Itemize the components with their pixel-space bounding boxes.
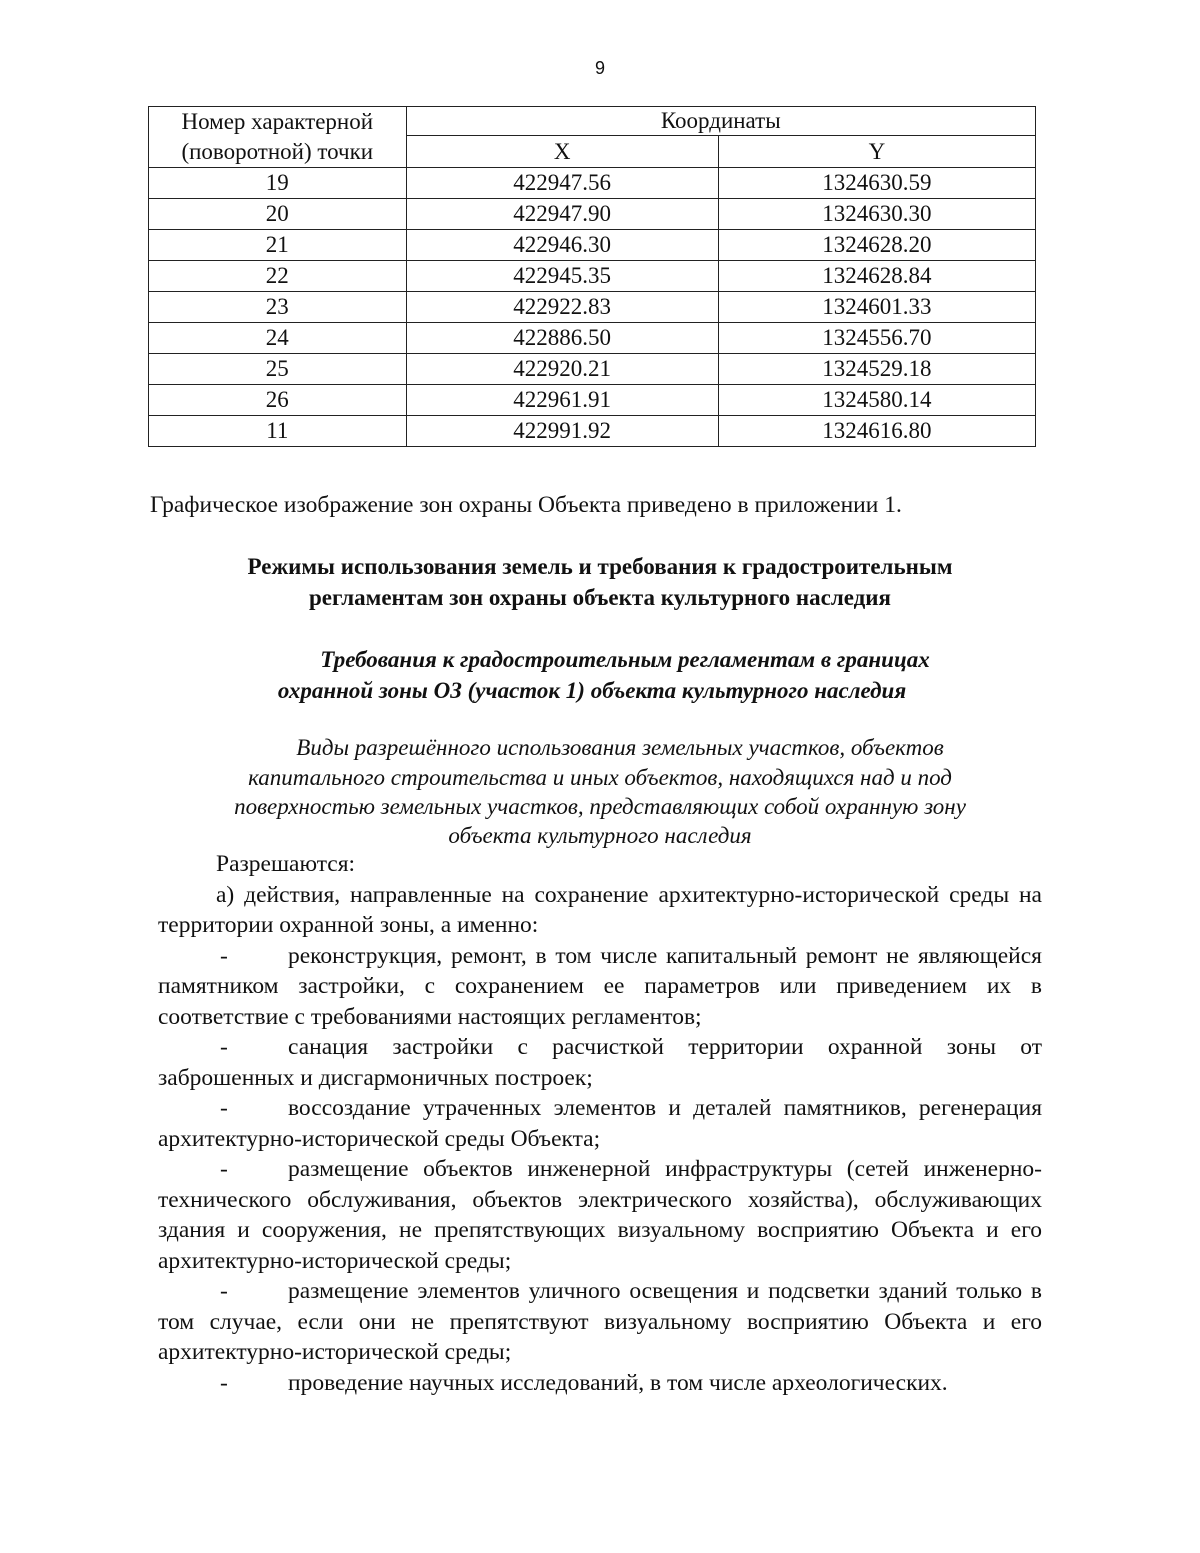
cell-x: 422991.92	[406, 416, 718, 447]
table-row	[149, 292, 1036, 323]
cell-point: 25	[149, 354, 407, 385]
header-y: Y	[718, 136, 1035, 168]
list-item	[158, 1154, 1042, 1276]
table-row	[149, 416, 1036, 447]
cell-y: 1324628.20	[718, 230, 1035, 261]
dash-marker: -	[220, 1278, 228, 1304]
dash-marker: -	[220, 1156, 228, 1182]
list-item	[158, 941, 1042, 1033]
allowed-label: Разрешаются:	[216, 851, 356, 877]
header-coordinates: Координаты	[406, 107, 1035, 136]
list-item	[158, 1032, 1042, 1093]
graphic-note: Графическое изображение зон охраны Объекта приведено в приложении 1.	[150, 492, 902, 518]
list-item-text: санация застройки с расчисткой территории охранной зоны от заброшенных и дисгармоничных построек;	[158, 1034, 1042, 1091]
header-x: X	[406, 136, 718, 168]
dash-marker: -	[220, 1034, 228, 1060]
cell-point: 26	[149, 385, 407, 416]
list-item-text: размещение элементов уличного освещения и подсветки зданий только в том случае, если они не препятствуют визуальному восприятию Объекта и его архитектурно-исторической среды;	[158, 1278, 1042, 1365]
table-row	[149, 230, 1036, 261]
table-row	[149, 354, 1036, 385]
list-item	[158, 1368, 1042, 1399]
cell-y: 1324630.59	[718, 168, 1035, 199]
heading-types-line1: Виды разрешённого использования земельных участков, объектов	[296, 735, 944, 760]
cell-y: 1324529.18	[718, 354, 1035, 385]
cell-y: 1324601.33	[718, 292, 1035, 323]
heading-types-line3: поверхностью земельных участков, представляющих собой охранную зону	[234, 794, 966, 819]
cell-x: 422922.83	[406, 292, 718, 323]
cell-x: 422961.91	[406, 385, 718, 416]
table-row	[149, 168, 1036, 199]
header-point-line1: Номер характерной	[181, 109, 374, 134]
cell-y: 1324580.14	[718, 385, 1035, 416]
cell-point: 11	[149, 416, 407, 447]
table-row	[149, 261, 1036, 292]
list-item-text: реконструкция, ремонт, в том числе капитальный ремонт не являющейся памятником застройки, с сохранением ее параметров или приведением их в соответствие с требованиями настоящих регламентов;	[158, 942, 1042, 1030]
dash-marker: -	[220, 1369, 228, 1396]
item-a: а) действия, направленные на сохранение архитектурно-исторической среды на территории охранной зоны, а именно:	[158, 881, 1042, 938]
cell-point: 20	[149, 199, 407, 230]
cell-x: 422920.21	[406, 354, 718, 385]
cell-y: 1324556.70	[718, 323, 1035, 354]
cell-x: 422947.56	[406, 168, 718, 199]
list-item-text: воссоздание утраченных элементов и деталей памятников, регенерация архитектурно-исторической среды Объекта;	[158, 1095, 1042, 1152]
cell-y: 1324616.80	[718, 416, 1035, 447]
cell-x: 422947.90	[406, 199, 718, 230]
cell-point: 22	[149, 261, 407, 292]
list-item	[158, 1276, 1042, 1368]
table-row	[149, 323, 1036, 354]
table-row	[149, 385, 1036, 416]
dash-marker: -	[220, 1095, 228, 1121]
allowed-section	[158, 849, 1042, 1398]
cell-x: 422946.30	[406, 230, 718, 261]
heading-main-line1: Режимы использования земель и требования к градостроительным	[247, 554, 953, 579]
page-number: 9	[594, 58, 605, 78]
table-row	[149, 199, 1036, 230]
cell-x: 422886.50	[406, 323, 718, 354]
cell-point: 21	[149, 230, 407, 261]
cell-point: 19	[149, 168, 407, 199]
cell-y: 1324628.84	[718, 261, 1035, 292]
cell-point: 24	[149, 323, 407, 354]
dash-marker: -	[220, 942, 228, 969]
list-item-text: размещение объектов инженерной инфраструктуры (сетей инженерно- технического обслуживания, объектов электрического хозяйства), обслуживающих здания и сооружения, не препятствующих визуальному восприятию Объекта и его архитектурно-исторической среды;	[158, 1156, 1042, 1274]
heading-main-line2: регламентам зон охраны объекта культурного наследия	[308, 585, 892, 610]
header-point-line2: (поворотной) точки	[181, 139, 374, 164]
coordinates-table	[148, 106, 1036, 447]
cell-x: 422945.35	[406, 261, 718, 292]
list-item-text: проведение научных исследований, в том числе археологических.	[288, 1369, 948, 1396]
heading-types-line2: капитального строительства и иных объектов, находящихся над и под	[248, 765, 952, 790]
list-item	[158, 1093, 1042, 1154]
heading-sub-line1: Требования к градостроительным регламентам в границах	[320, 647, 930, 672]
heading-sub-line2: охранной зоны ОЗ (участок 1) объекта культурного наследия	[277, 678, 907, 703]
header-point-number	[149, 107, 407, 168]
cell-point: 23	[149, 292, 407, 323]
heading-types-line4: объекта культурного наследия	[448, 823, 752, 848]
cell-y: 1324630.30	[718, 199, 1035, 230]
